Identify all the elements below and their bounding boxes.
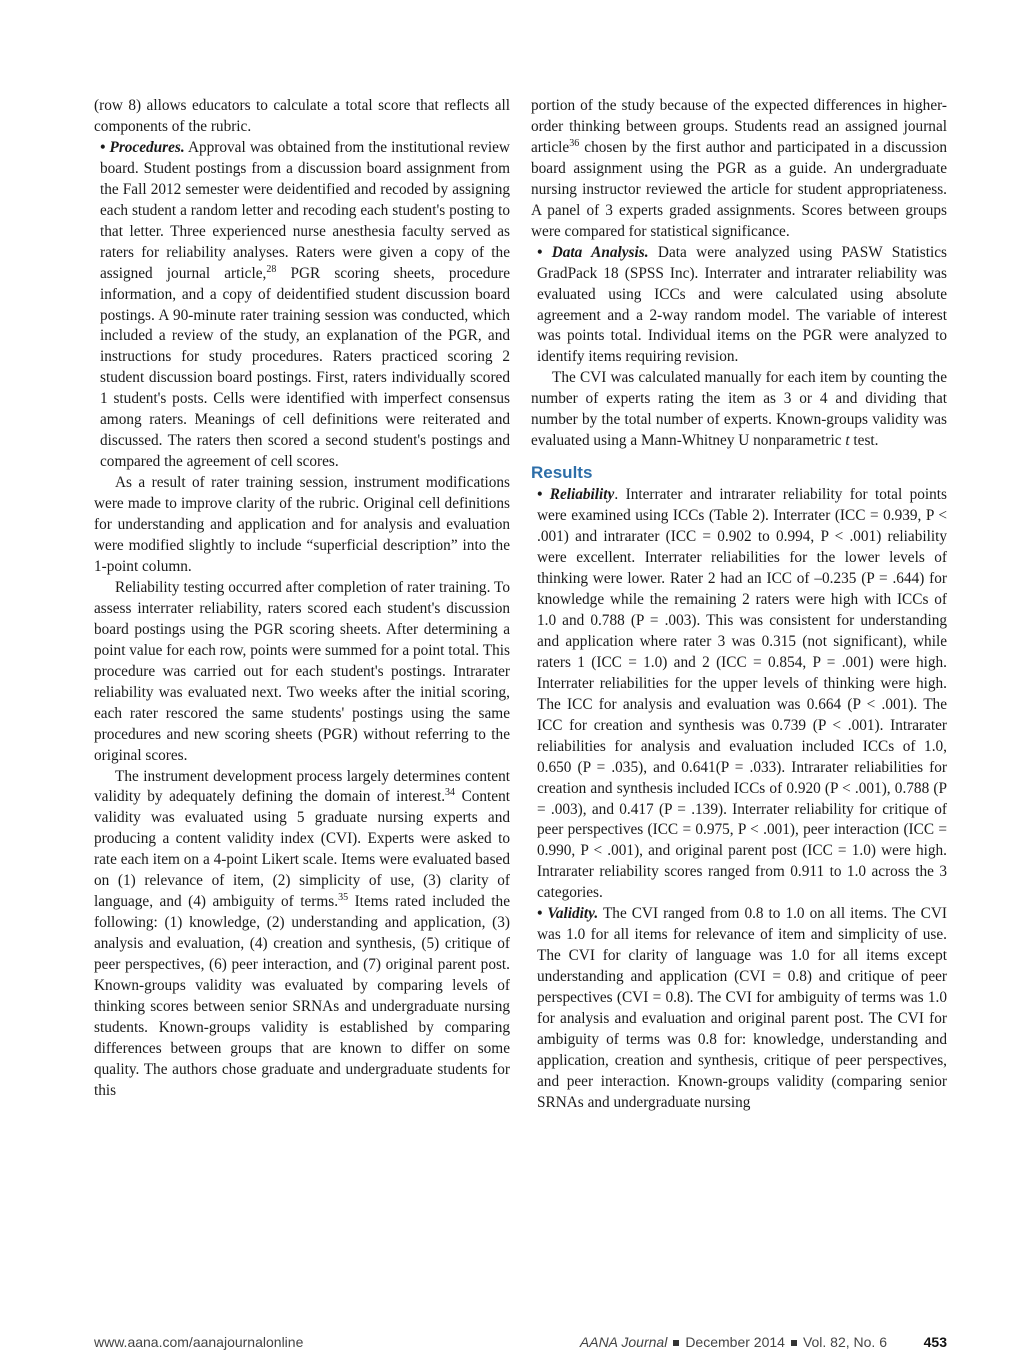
paragraph: As a result of rater training session, instrument modifications were made to improve clarity of the rubric. Original cell definitions for understanding and application and for analysis and evaluation were modified slightly to include “superficial description” into the 1-point column. xyxy=(94,474,510,575)
volume: Vol. 82, No. 6 xyxy=(802,1334,887,1350)
data-analysis-lead: • Data Analysis. xyxy=(537,243,649,261)
page-number: 453 xyxy=(923,1334,947,1350)
paragraph: portion of the study because of the expected differences in higher-order thinking between groups. Students read an assigned journal article$^{36}$ chosen by the first author and participated in a discussion board assignment using the PGR as a guide. An undergraduate nursing instructor reviewed the article for student appropriateness. A panel of 3 experts graded assignments. Scores between groups were compared for statistical significance. xyxy=(531,97,947,240)
procedures-paragraph: • Procedures. Approval was obtained from the institutional review board. Student postings from a discussion board assignment from the Fall 2012 semester were deidentified and recoded by assigning each student a random letter and recoding each student's posting to that letter. Three experienced nurse anesthesia faculty served as raters for reliability analyses. Raters were given a copy of the assigned journal article,$^{28}$ PGR scoring sheets, procedure information, and a copy of deidentified student discussion board postings. A 90-minute rater training session was conducted, which included a review of the study, an explanation of the PGR, and instructions for study procedures. Raters practiced scoring 2 student discussion board postings. First, raters individually scored 1 student's posts. Cells were identified with imperfect consensus among raters. Meanings of cell definitions were reiterated and discussed. The raters then scored a second student's postings and compared the agreement of cell scores. xyxy=(100,138,510,471)
paragraph: The CVI was calculated manually for each item by counting the number of experts rating the item as 3 or 4 and dividing that number by the total number of experts. Known-groups validity was evaluated using a Mann-Whitney U nonparametric t test. xyxy=(531,369,947,450)
left-column xyxy=(94,96,510,1102)
citation: 34 xyxy=(445,787,456,799)
paragraph: Reliability testing occurred after completion of rater training. To assess interrater reliability, raters scored each student's discussion board postings using the PGR scoring sheets. After determining a point value for each row, points were summed for a point total. This procedure was carried out for each student's postings. Intrarater reliability was evaluated next. Two weeks after the initial scoring, each rater rescored the same students' postings using the same procedures and new scoring sheets (PGR) without referring to the original scores. xyxy=(94,578,510,764)
data-analysis-paragraph: • Data Analysis. Data were analyzed using PASW Statistics GradPack 18 (SPSS Inc). Interrater and intrarater reliability was evaluated using ICCs and were calculated using absolute agreement and a 2-way random model. The variable of interest was points total. Individual items on the PGR were analyzed to identify items requiring revision. xyxy=(537,243,947,366)
issue-date: December 2014 xyxy=(685,1334,785,1350)
citation: 35 xyxy=(338,892,349,904)
citation: 36 xyxy=(569,137,580,149)
square-bullet-icon xyxy=(791,1340,797,1346)
paragraph: (row 8) allows educators to calculate a total score that reflects all components of the rubric. xyxy=(94,97,510,135)
reliability-paragraph: • Reliability. Interrater and intrarater reliability for total points were examined using ICCs (Table 2). Interrater (ICC = 0.939, P < .001) and intrarater (ICC = 0.902 to 0.994, P < .001) reliability were excellent. Interrater reliabilities for the lower levels of thinking were lower. Rater 2 had an ICC of –0.235 (P = .644) for knowledge while the remaining 2 raters were high with ICCs of 1.0 and 0.788 (P = .003). This was consistent for understanding and application where rater 3 was 0.315 (not significant), while raters 1 (ICC = 1.0) and 2 (ICC = 0.854, P = .001) were high. Interrater reliabilities for the upper levels of thinking were high. The ICC for analysis and evaluation was 0.664 (P < .001). The ICC for creation and synthesis was 0.739 (P < .001). Intrarater reliabilities for analysis and evaluation included ICCs of 1.0, 0.650 (P = .035), and 0.641(P = .033). Intrarater reliabilities for creation and synthesis included ICCs of 0.920 (P < .001), 0.788 (P = .003), and 0.417 (P = .139). Interrater reliability for critique of peer perspectives (ICC = 0.975, P < .001), peer interaction (ICC = 0.990, P < .001), and original parent post (ICC = 1.0) were high. Intrarater reliability scores ranged from 0.911 to 1.0 across the 3 categories. xyxy=(537,486,948,902)
reliability-lead: • Reliability xyxy=(537,486,615,504)
procedures-lead: • Procedures. xyxy=(100,138,185,156)
validity-lead: • Validity. xyxy=(537,905,599,923)
citation: 28 xyxy=(266,263,277,275)
right-column xyxy=(531,96,947,1114)
journal-name: AANA Journal xyxy=(579,1334,668,1350)
journal-url[interactable]: www.aana.com/aanajournalonline xyxy=(94,1334,304,1350)
validity-paragraph: • Validity. The CVI ranged from 0.8 to 1.0 on all items. The CVI was 1.0 for all items for relevance of item and simplicity of use. The CVI for clarity of language was 1.0 for all items except understanding and application (CVI = 0.8) and critique of peer perspectives (CVI = 0.8). The CVI for ambiguity of terms was 1.0 for analysis and evaluation and original parent post. The CVI for ambiguity of terms was 0.8 for: knowledge, understanding and application, creation and synthesis, critique of peer perspectives, and peer interaction. Known-groups validity (comparing senior SRNAs and undergraduate nursing xyxy=(537,905,948,1111)
results-heading: Results xyxy=(531,463,593,483)
square-bullet-icon xyxy=(673,1340,679,1346)
paragraph: The instrument development process largely determines content validity by adequately defining the domain of interest.$^{34}$ Content validity was evaluated using 5 graduate nursing experts and producing a content validity index (CVI). Experts were asked to rate each item on a 4-point Likert scale. Items were evaluated based on (1) relevance of item, (2) simplicity of use, (3) clarity of language, and (4) ambiguity of terms.$^{35}$ Items rated included the following: (1) knowledge, (2) understanding and application, (3) analysis and evaluation, (4) creation and synthesis, (5) critique of peer perspectives, (6) peer interaction, and (7) original parent post. Known-groups validity was evaluated by comparing levels of thinking scores between senior SRNAs and undergraduate nursing students. Known-groups validity is established by comparing differences between groups that are known to differ on some quality. The authors chose graduate and undergraduate students for this xyxy=(94,767,511,1099)
journal-info xyxy=(580,1334,887,1350)
